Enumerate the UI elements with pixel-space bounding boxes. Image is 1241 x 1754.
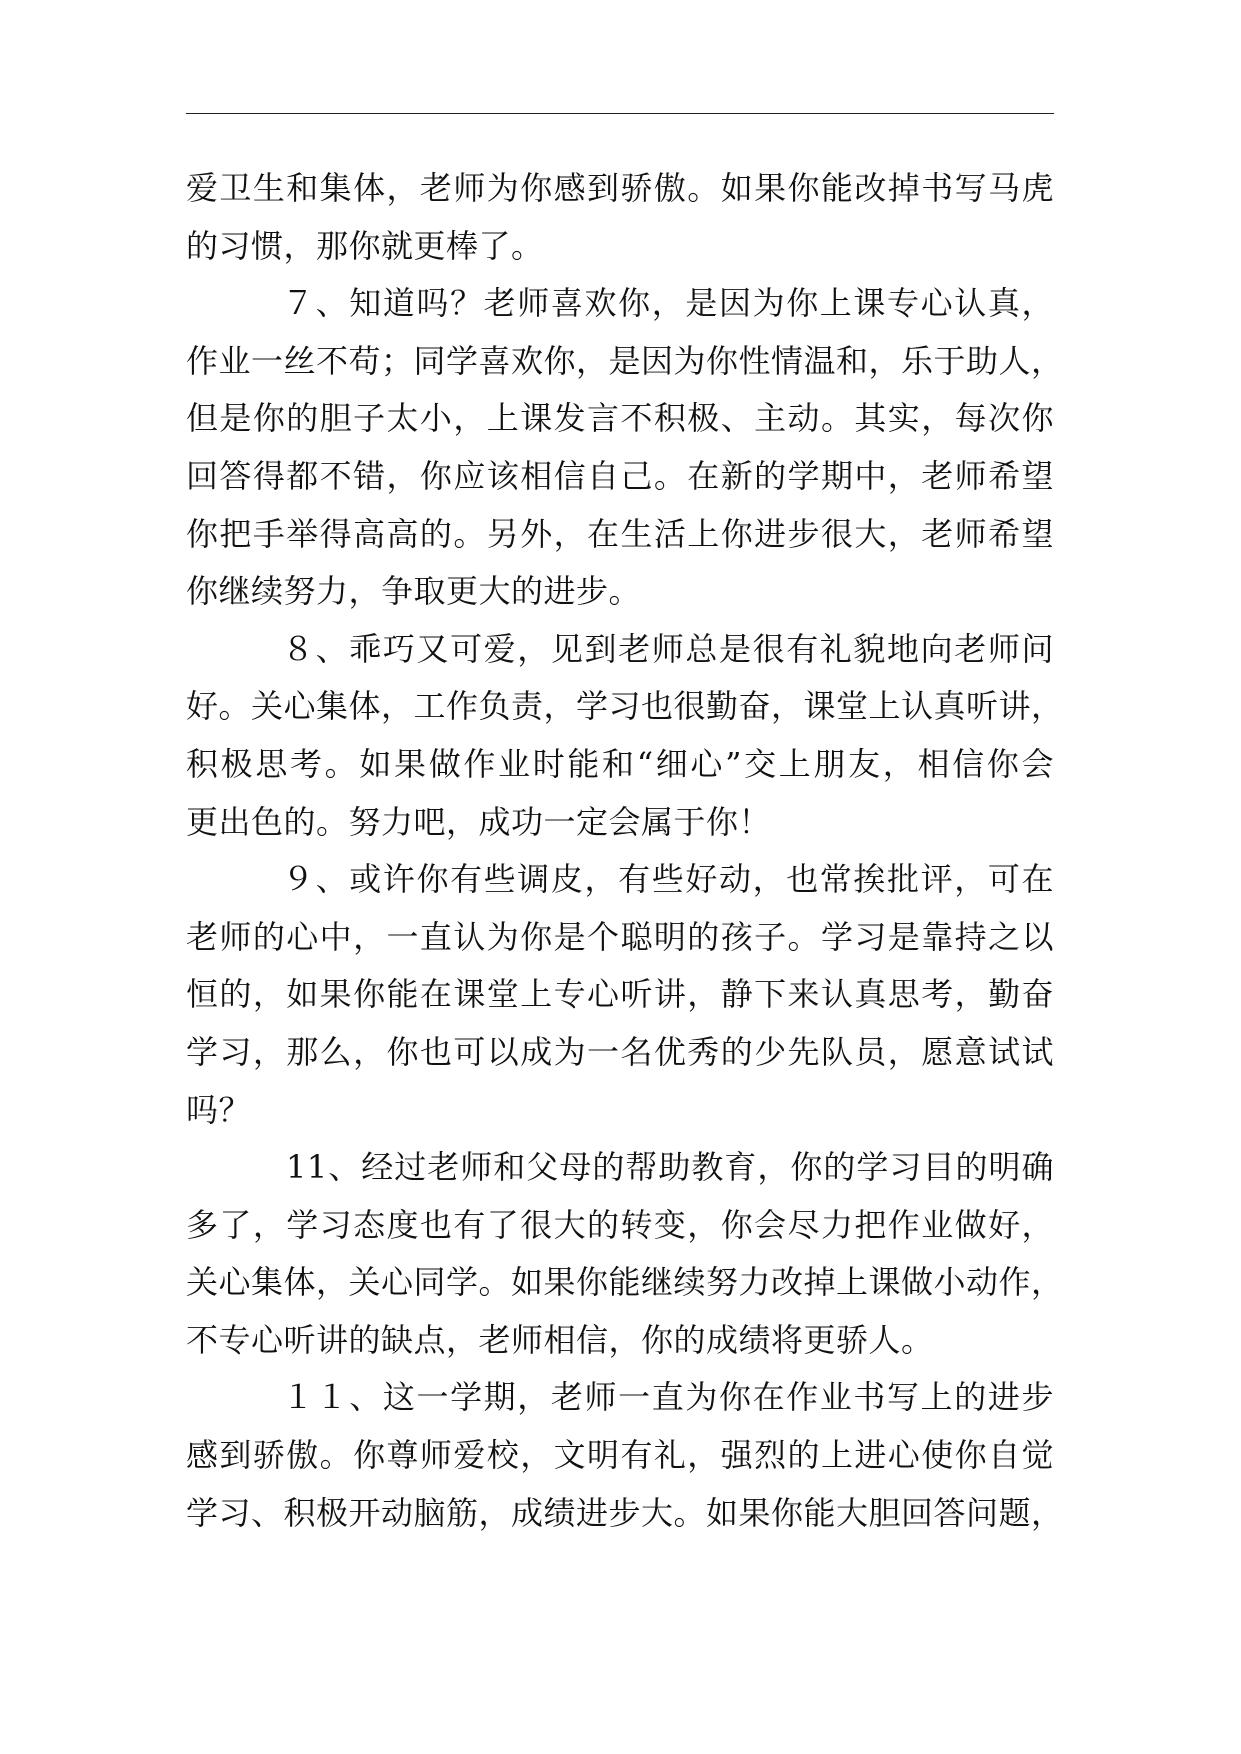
paragraph-8-start: ８、乖巧又可爱，见到老师总是很有礼貌地向老师问 bbox=[282, 629, 1054, 668]
text-line: 回答得都不错，你应该相信自己。在新的学期中，老师希望 bbox=[186, 456, 1054, 495]
text-line: 的习惯，那你就更棒了。 bbox=[186, 226, 544, 265]
text-line: 但是你的胆子太小，上课发言不积极、主动。其实，每次你 bbox=[186, 399, 1054, 438]
text-line: 更出色的。努力吧，成功一定会属于你！ bbox=[186, 802, 772, 841]
text-line: 你继续努力，争取更大的进步。 bbox=[186, 572, 642, 611]
text-line: 恒的，如果你能在课堂上专心听讲，静下来认真思考，勤奋 bbox=[186, 975, 1054, 1014]
header-rule bbox=[186, 113, 1054, 114]
paragraph-11a-start: 11、经过老师和父母的帮助教育，你的学习目的明确 bbox=[286, 1148, 1054, 1187]
text-line: 积极思考。如果做作业时能和“细心”交上朋友，相信你会 bbox=[186, 744, 1054, 783]
text-line: 好。关心集体，工作负责，学习也很勤奋，课堂上认真听讲， bbox=[186, 687, 1064, 726]
text-line: 吗？ bbox=[186, 1090, 252, 1129]
text-line: 学习，那么，你也可以成为一名优秀的少先队员，愿意试试 bbox=[186, 1032, 1054, 1071]
paragraph-9-start: ９、或许你有些调皮，有些好动，也常挨批评，可在 bbox=[282, 860, 1054, 899]
text-line: 感到骄傲。你尊师爱校，文明有礼，强烈的上进心使你自觉 bbox=[186, 1436, 1054, 1475]
text-line: 你把手举得高高的。另外，在生活上你进步很大，老师希望 bbox=[186, 514, 1054, 553]
paragraph-7-start: ７、知道吗？老师喜欢你，是因为你上课专心认真， bbox=[282, 284, 1054, 323]
text-line: 老师的心中，一直认为你是个聪明的孩子。学习是靠持之以 bbox=[186, 917, 1054, 956]
text-line: 学习、积极开动脑筋，成绩进步大。如果你能大胆回答问题， bbox=[186, 1493, 1064, 1532]
text-line: 关心集体，关心同学。如果你能继续努力改掉上课做小动作， bbox=[186, 1263, 1064, 1302]
text-line: 不专心听讲的缺点，老师相信，你的成绩将更骄人。 bbox=[186, 1320, 934, 1359]
paragraph-11b-start: １１、这一学期，老师一直为你在作业书写上的进步 bbox=[282, 1378, 1054, 1417]
text-line: 多了，学习态度也有了很大的转变，你会尽力把作业做好， bbox=[186, 1205, 1054, 1244]
text-line: 作业一丝不苟；同学喜欢你，是因为你性情温和，乐于助人， bbox=[186, 341, 1064, 380]
document-body bbox=[186, 160, 1064, 1542]
text-line: 爱卫生和集体，老师为你感到骄傲。如果你能改掉书写马虎 bbox=[186, 169, 1054, 207]
